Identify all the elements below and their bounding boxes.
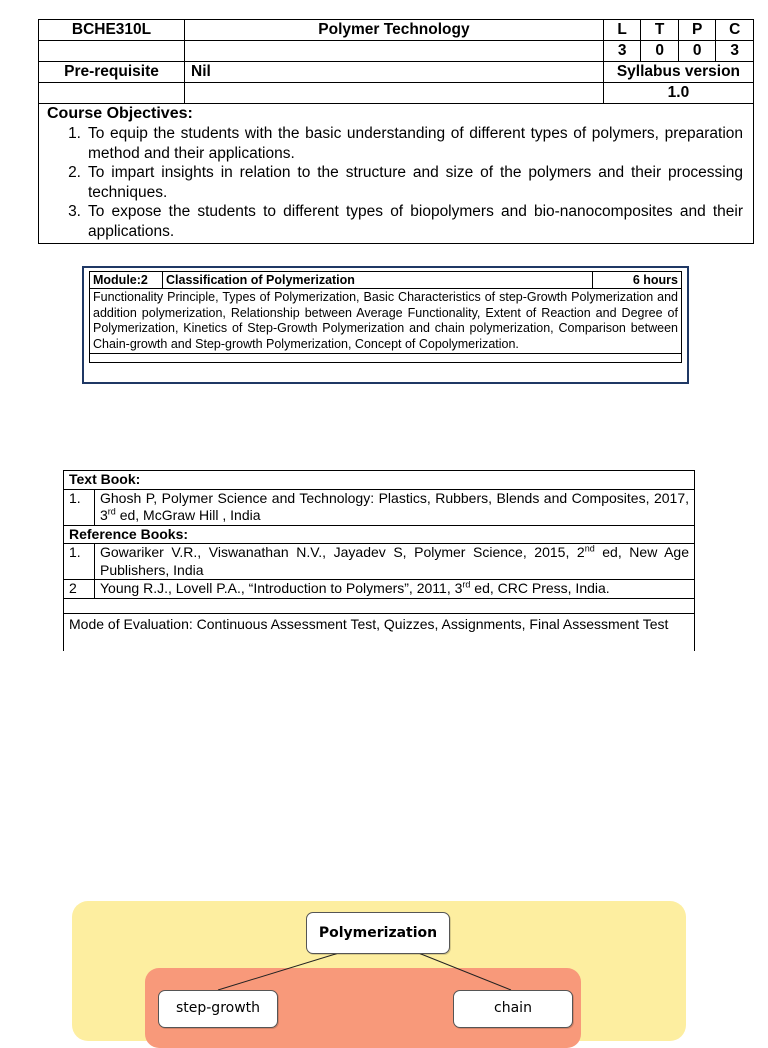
prerequisite-value: Nil bbox=[185, 62, 604, 83]
syllabus-version-label: Syllabus version bbox=[603, 62, 753, 83]
book-number: 1. bbox=[64, 544, 95, 580]
reference-books-title: Reference Books: bbox=[64, 525, 695, 544]
credit-value-p: 0 bbox=[678, 41, 716, 62]
mode-of-evaluation: Mode of Evaluation: Continuous Assessment Test, Quizzes, Assignments, Final Assessment Test bbox=[64, 613, 695, 651]
credit-header-l: L bbox=[603, 20, 641, 41]
credit-header-c: C bbox=[716, 20, 754, 41]
book-number: 1. bbox=[64, 489, 95, 525]
credit-value-l: 3 bbox=[603, 41, 641, 62]
book-citation: Ghosh P, Polymer Science and Technology: Plastics, Rubbers, Blends and Composites, 2017, 3rd ed, McGraw Hill , India bbox=[95, 489, 695, 525]
diagram-node-chain: chain bbox=[453, 990, 573, 1028]
prerequisite-label: Pre-requisite bbox=[39, 62, 185, 83]
book-citation: Gowariker V.R., Viswanathan N.V., Jayadev S, Polymer Science, 2015, 2nd ed, New Age Publishers, India bbox=[95, 544, 695, 580]
diagram-node-step-growth: step-growth bbox=[158, 990, 278, 1028]
objective-number: 3. bbox=[68, 203, 81, 220]
course-title: Polymer Technology bbox=[185, 20, 604, 41]
objective-number: 1. bbox=[68, 125, 81, 142]
module-hours: 6 hours bbox=[593, 272, 682, 289]
objective-number: 2. bbox=[68, 164, 81, 181]
diagram-node-polymerization: Polymerization bbox=[306, 912, 450, 954]
module-content: Functionality Principle, Types of Polymerization, Basic Characteristics of step-Growth Polymerization and addition polymerization, Relationship between Average Functionality, Extent of Reaction and Degree of Polymerization, Kinetics of Step-Growth Polymerization and chain polymerization, Comparison between Chain-growth and Step-growth Polymerization, Concept of Copolymerization. bbox=[90, 289, 682, 354]
book-citation: Young R.J., Lovell P.A., “Introduction to Polymers”, 2011, 3rd ed, CRC Press, India. bbox=[95, 580, 695, 599]
objective-text: To expose the students to different types of biopolymers and bio-nanocomposites and their applications. bbox=[88, 203, 743, 240]
connector-right bbox=[416, 952, 511, 990]
objective-text: To equip the students with the basic understanding of different types of polymers, preparation method and their applications. bbox=[88, 125, 743, 162]
text-book-title: Text Book: bbox=[64, 471, 695, 490]
course-objectives-title: Course Objectives: bbox=[47, 105, 193, 122]
module-label: Module:2 bbox=[90, 272, 163, 289]
objective-text: To impart insights in relation to the structure and size of the polymers and their processing techniques. bbox=[88, 164, 743, 201]
syllabus-version-value: 1.0 bbox=[603, 83, 753, 104]
credit-value-t: 0 bbox=[641, 41, 679, 62]
book-number: 2 bbox=[64, 580, 95, 599]
credit-header-t: T bbox=[641, 20, 679, 41]
credit-header-p: P bbox=[678, 20, 716, 41]
connector-left bbox=[218, 952, 342, 990]
credit-value-c: 3 bbox=[716, 41, 754, 62]
course-code: BCHE310L bbox=[39, 20, 185, 41]
module-title: Classification of Polymerization bbox=[163, 272, 593, 289]
